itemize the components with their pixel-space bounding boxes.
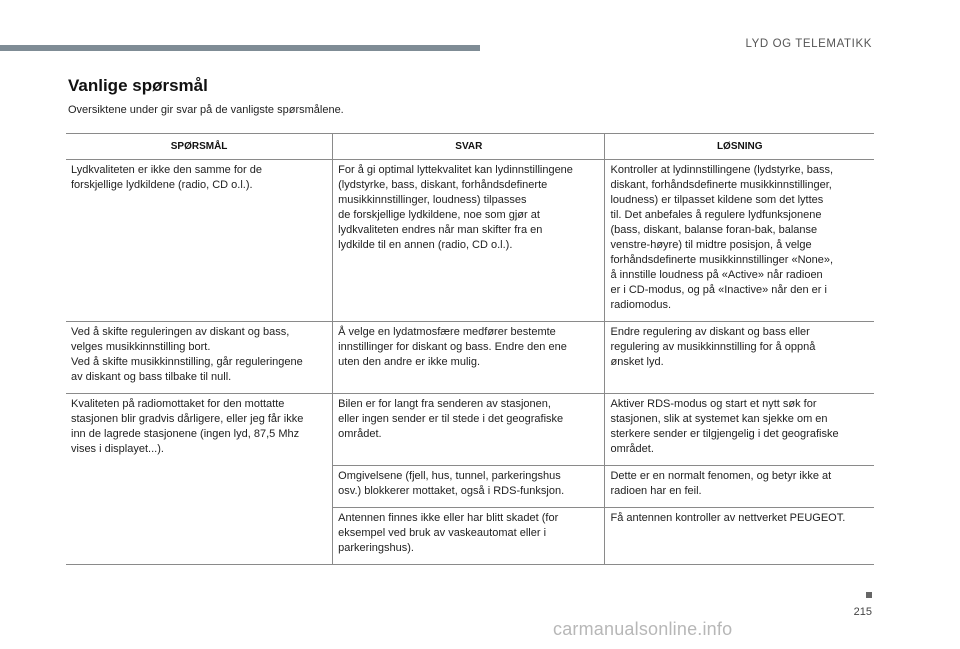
column-header-solution: LØSNING — [605, 134, 874, 160]
section-header: LYD OG TELEMATIKK — [745, 38, 872, 50]
answer-text: Antennen finnes ikke eller har blitt skadet (for eksempel ved bruk av vaskeautomat eller i parkeringshus). — [338, 512, 559, 554]
page-intro: Oversiktene under gir svar på de vanligste spørsmålene. — [68, 104, 344, 116]
solution-text: Kontroller at lydinnstillingene (lydstyrke, bass, diskant, forhåndsdefinerte musikkinnstillinger, loudness) er tilpasset kildene som det lyttes til. Det anbefales å regulere lydfunksjonene (bass, diskant, balanse foran-bak, balanse venstre-høyre) til midtre posisjon, å velge forhåndsdefinerte musikkinnstillinger «None», å innstille loudness på «Active» når radioen er i CD-modus, og på «Inactive» når den er i radiomodus. — [610, 164, 834, 311]
column-header-answer: SVAR — [333, 134, 605, 160]
answer-text: Å velge en lydatmosfære medfører bestemte innstillinger for diskant og bass. Endre den ene uten den andre er ikke mulig. — [338, 326, 567, 368]
solution-text: Endre regulering av diskant og bass eller regulering av musikkinnstilling for å oppnå ønsket lyd. — [610, 326, 816, 368]
answer-cell — [333, 466, 605, 508]
page-title: Vanlige spørsmål — [68, 76, 208, 95]
header-accent-bar — [0, 45, 480, 51]
question-text: Ved å skifte reguleringen av diskant og bass, velges musikkinnstilling bort. Ved å skifte musikkinnstilling, går reguleringene av diskant og bass tilbake til null. — [71, 326, 303, 383]
question-text: Lydkvaliteten er ikke den samme for de forskjellige lydkildene (radio, CD o.l.). — [71, 164, 262, 191]
table-header-row — [66, 134, 874, 160]
question-cell — [66, 394, 333, 565]
solution-cell — [605, 160, 874, 322]
question-cell — [66, 322, 333, 394]
answer-cell — [333, 508, 605, 565]
solution-cell — [605, 394, 874, 466]
table-row — [66, 394, 874, 466]
solution-cell — [605, 508, 874, 565]
question-cell — [66, 160, 333, 322]
page-number: 215 — [853, 606, 872, 618]
solution-cell — [605, 322, 874, 394]
solution-text: Aktiver RDS-modus og start et nytt søk for stasjonen, slik at systemet kan sjekke om en sterkere sender er tilgjengelig i det geografiske området. — [610, 398, 839, 455]
answer-text: For å gi optimal lyttekvalitet kan lydinnstillingene (lydstyrke, bass, diskant, forhåndsdefinerte musikkinnstillinger, loudness) tilpasses de forskjellige lydkildene, noe som gjør at lydkvaliteten endres når man skifter fra en lydkilde til en annen (radio, CD o.l.). — [338, 164, 573, 251]
answer-cell — [333, 322, 605, 394]
page-marker-square — [866, 592, 872, 598]
column-header-question: SPØRSMÅL — [66, 134, 333, 160]
answer-cell — [333, 394, 605, 466]
faq-table — [66, 133, 874, 565]
answer-text: Bilen er for langt fra senderen av stasjonen, eller ingen sender er til stede i det geografiske området. — [338, 398, 564, 440]
solution-text: Dette er en normalt fenomen, og betyr ikke at radioen har en feil. — [610, 470, 832, 497]
table-row — [66, 160, 874, 322]
question-text: Kvaliteten på radiomottaket for den mottatte stasjonen blir gradvis dårligere, eller jeg får ikke inn de lagrede stasjonene (ingen lyd, 87,5 Mhz vises i displayet...). — [71, 398, 304, 455]
answer-text: Omgivelsene (fjell, hus, tunnel, parkeringshus osv.) blokkerer mottaket, også i RDS-funksjon. — [338, 470, 565, 497]
solution-text: Få antennen kontroller av nettverket PEUGEOT. — [610, 512, 846, 524]
table-row — [66, 322, 874, 394]
answer-cell — [333, 160, 605, 322]
watermark: carmanualsonline.info — [553, 619, 733, 639]
solution-cell — [605, 466, 874, 508]
